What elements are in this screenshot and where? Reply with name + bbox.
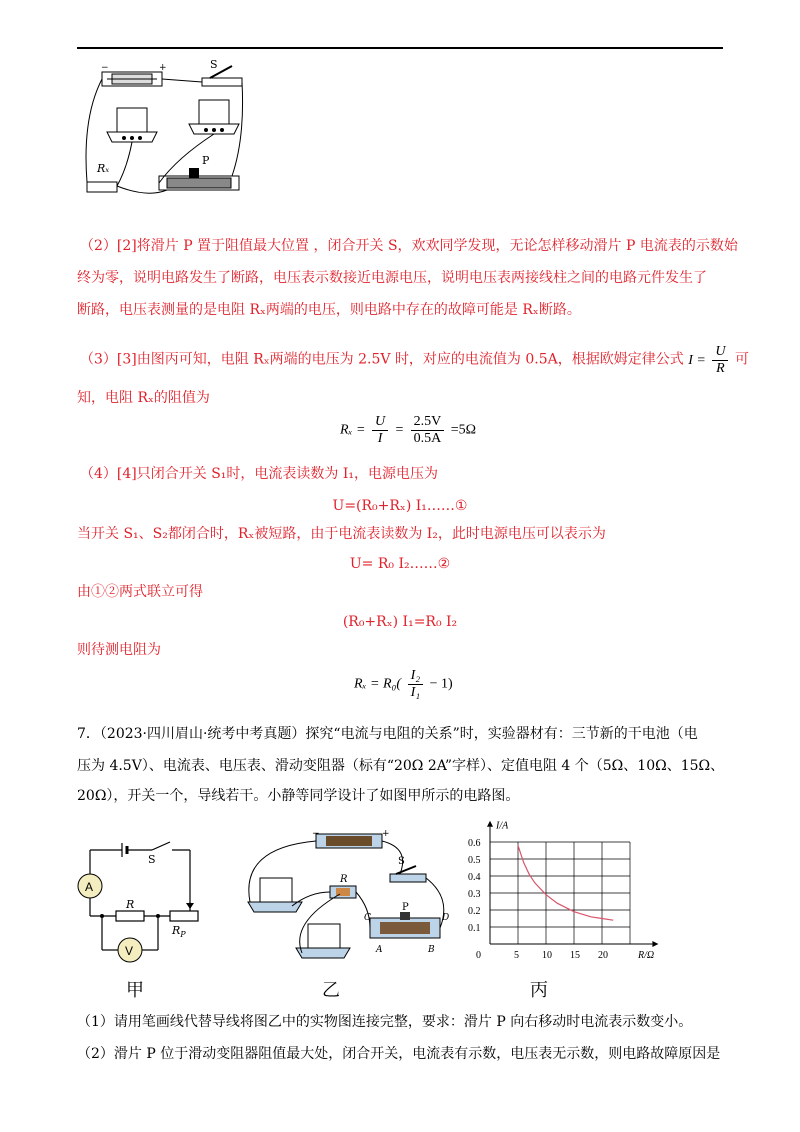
switch-label: S bbox=[210, 58, 218, 71]
x-tick-label: 10 bbox=[542, 950, 552, 961]
header-rule bbox=[77, 47, 723, 49]
battery-plus-label: + bbox=[159, 63, 167, 73]
y-tick-label: 0.1 bbox=[468, 923, 481, 934]
ohms-law-formula bbox=[688, 344, 735, 376]
calc-f1-den: I bbox=[377, 431, 383, 446]
solution-p4-eq3: (R₀+Rₓ) I₁=R₀ I₂ bbox=[342, 614, 458, 630]
terminal-a: A bbox=[376, 945, 383, 955]
solution-p4-eq2: U= R₀ I₂……② bbox=[349, 556, 451, 572]
solution-p4-line3: 由①②两式联立可得 bbox=[77, 584, 203, 600]
rx-formula-num: I₂ bbox=[408, 668, 424, 685]
solution-p3-line1-end: 可 bbox=[734, 351, 749, 368]
terminal-d: D bbox=[442, 913, 450, 923]
ohms-law-fraction bbox=[712, 344, 728, 377]
figure-caption-jia: 甲 bbox=[126, 980, 144, 1001]
voltmeter-icon bbox=[296, 924, 350, 958]
y-tick-label: 0.6 bbox=[468, 838, 481, 849]
question7-sub2: （2）滑片 P 位于滑动变阻器阻值最大处，闭合开关，电流表有示数，电压表无示数，则电路故障原因是 bbox=[77, 1046, 721, 1062]
calc-fraction-1 bbox=[372, 414, 388, 447]
jia-resistor-label: R bbox=[126, 898, 135, 911]
yi-switch-label: S bbox=[398, 856, 405, 867]
voltmeter-symbol: V bbox=[125, 944, 134, 958]
resistance-calculation bbox=[340, 414, 476, 447]
solution-p4-line4: 则待测电阻为 bbox=[77, 642, 161, 658]
solution-p3-line2: 知，电阻 Rₓ的阻值为 bbox=[77, 390, 210, 406]
calc-f2-den: 0.5A bbox=[413, 431, 442, 446]
x-axis-label: R/Ω bbox=[638, 950, 655, 961]
solution-p2-line1: （2）[2]将滑片 P 置于阻值最大位置 ，闭合开关 S，欢欢同学发现，无论怎样移动滑片 P 电流表的示数始 bbox=[80, 238, 738, 254]
solution-p4-line1: （4）[4]只闭合开关 S₁时，电流表读数为 I₁，电源电压为 bbox=[80, 466, 438, 482]
x-tick-label: 0 bbox=[476, 950, 481, 961]
ohms-law-denominator: R bbox=[716, 361, 725, 376]
ammeter-icon bbox=[248, 878, 302, 912]
figure-caption-yi: 乙 bbox=[322, 980, 340, 1001]
question7-sub1: （1）请用笔画线代替导线将图乙中的实物图连接完整，要求：滑片 P 向右移动时电流表示数变小。 bbox=[77, 1014, 693, 1030]
slider-label: P bbox=[202, 154, 210, 167]
solution-p3-line1 bbox=[80, 344, 749, 377]
y-tick-label: 0.2 bbox=[468, 906, 481, 917]
ammeter-icon bbox=[189, 100, 239, 134]
series-line bbox=[518, 845, 613, 920]
y-tick-label: 0.3 bbox=[468, 889, 481, 900]
terminal-c: C bbox=[364, 913, 371, 923]
rx-formula-fraction bbox=[408, 668, 424, 701]
svg-text:−: − bbox=[312, 829, 320, 839]
question7-line2: 压为 4.5V）、电流表、电压表、滑动变阻器（标有“20Ω 2A”字样）、定值电阻 4 个（5Ω、10Ω、15Ω、 bbox=[77, 758, 725, 774]
terminal-b: B bbox=[428, 945, 435, 955]
jia-switch-label: S bbox=[148, 853, 156, 866]
calc-result: =5Ω bbox=[450, 422, 476, 438]
ohms-law-numerator: U bbox=[712, 344, 728, 361]
yi-slider-label: P bbox=[402, 902, 409, 913]
rx-formula-rhs: − 1) bbox=[429, 676, 453, 692]
rx-formula-den: I₁ bbox=[410, 685, 421, 700]
calc-equals: = bbox=[394, 422, 405, 438]
yi-resistor-label: R bbox=[340, 874, 348, 885]
calc-lhs: Rₓ = bbox=[340, 422, 366, 438]
solution-p2-line3: 断路，电压表测量的是电阻 Rₓ两端的电压，则电路中存在的故障可能是 Rₓ断路。 bbox=[77, 302, 581, 318]
question7-line3: 20Ω），开关一个，导线若干。小静等同学设计了如图甲所示的电路图。 bbox=[77, 788, 520, 804]
apparatus-figure-yi bbox=[230, 828, 455, 973]
current-resistance-chart bbox=[460, 816, 655, 976]
x-tick-label: 20 bbox=[598, 950, 608, 961]
x-tick-label: 5 bbox=[514, 950, 519, 961]
solution-p4-eq1: U=(R₀+Rₓ) I₁……① bbox=[332, 498, 468, 514]
resistor-label: Rₓ bbox=[97, 162, 110, 175]
fixed-resistor-icon bbox=[330, 886, 356, 898]
ammeter-symbol: A bbox=[85, 880, 94, 894]
circuit-diagram-jia bbox=[72, 830, 202, 970]
battery-minus-label: − bbox=[101, 63, 109, 73]
voltmeter-icon bbox=[107, 108, 157, 142]
y-axis-arrow bbox=[487, 821, 493, 827]
question7-line1: 7．（2023·四川眉山·统考中考真题）探究“电流与电阻的关系”时，实验器材有：三节新的干电池（电 bbox=[77, 726, 698, 742]
figure-caption-bing: 丙 bbox=[530, 980, 548, 1001]
battery-pack-icon bbox=[316, 834, 382, 848]
rheostat-icon bbox=[370, 912, 440, 938]
rx-formula-lhs: Rₓ = R₀( bbox=[354, 676, 402, 692]
switch-icon bbox=[390, 866, 426, 882]
solution-p3-text: （3）[3]由图丙可知，电阻 Rₓ两端的电压为 2.5V 时，对应的电流值为 0.5A，根据欧姆定律公式 bbox=[80, 351, 684, 368]
y-axis-label: I/A bbox=[496, 820, 509, 832]
calc-f2-num: 2.5V bbox=[411, 414, 445, 431]
top-circuit-apparatus-figure bbox=[77, 58, 247, 213]
svg-text:+: + bbox=[382, 829, 390, 839]
calc-f1-num: U bbox=[372, 414, 388, 431]
solution-p4-line2: 当开关 S₁、S₂都闭合时，Rₓ被短路，由于电流表读数为 I₂，此时电源电压可以表示为 bbox=[77, 526, 606, 542]
solution-p2-line2: 终为零，说明电路发生了断路，电压表示数接近电源电压，说明电压表两接线柱之间的电路元件发生了 bbox=[77, 270, 707, 286]
x-axis-arrow bbox=[652, 941, 658, 947]
calc-fraction-2 bbox=[411, 414, 445, 447]
jia-rheostat-label: $R_P$ bbox=[172, 924, 186, 939]
y-tick-label: 0.5 bbox=[468, 855, 481, 866]
ohms-law-lhs: I = bbox=[688, 352, 706, 368]
y-tick-label: 0.4 bbox=[468, 872, 481, 883]
x-tick-label: 15 bbox=[570, 950, 580, 961]
rx-final-formula bbox=[354, 668, 453, 701]
